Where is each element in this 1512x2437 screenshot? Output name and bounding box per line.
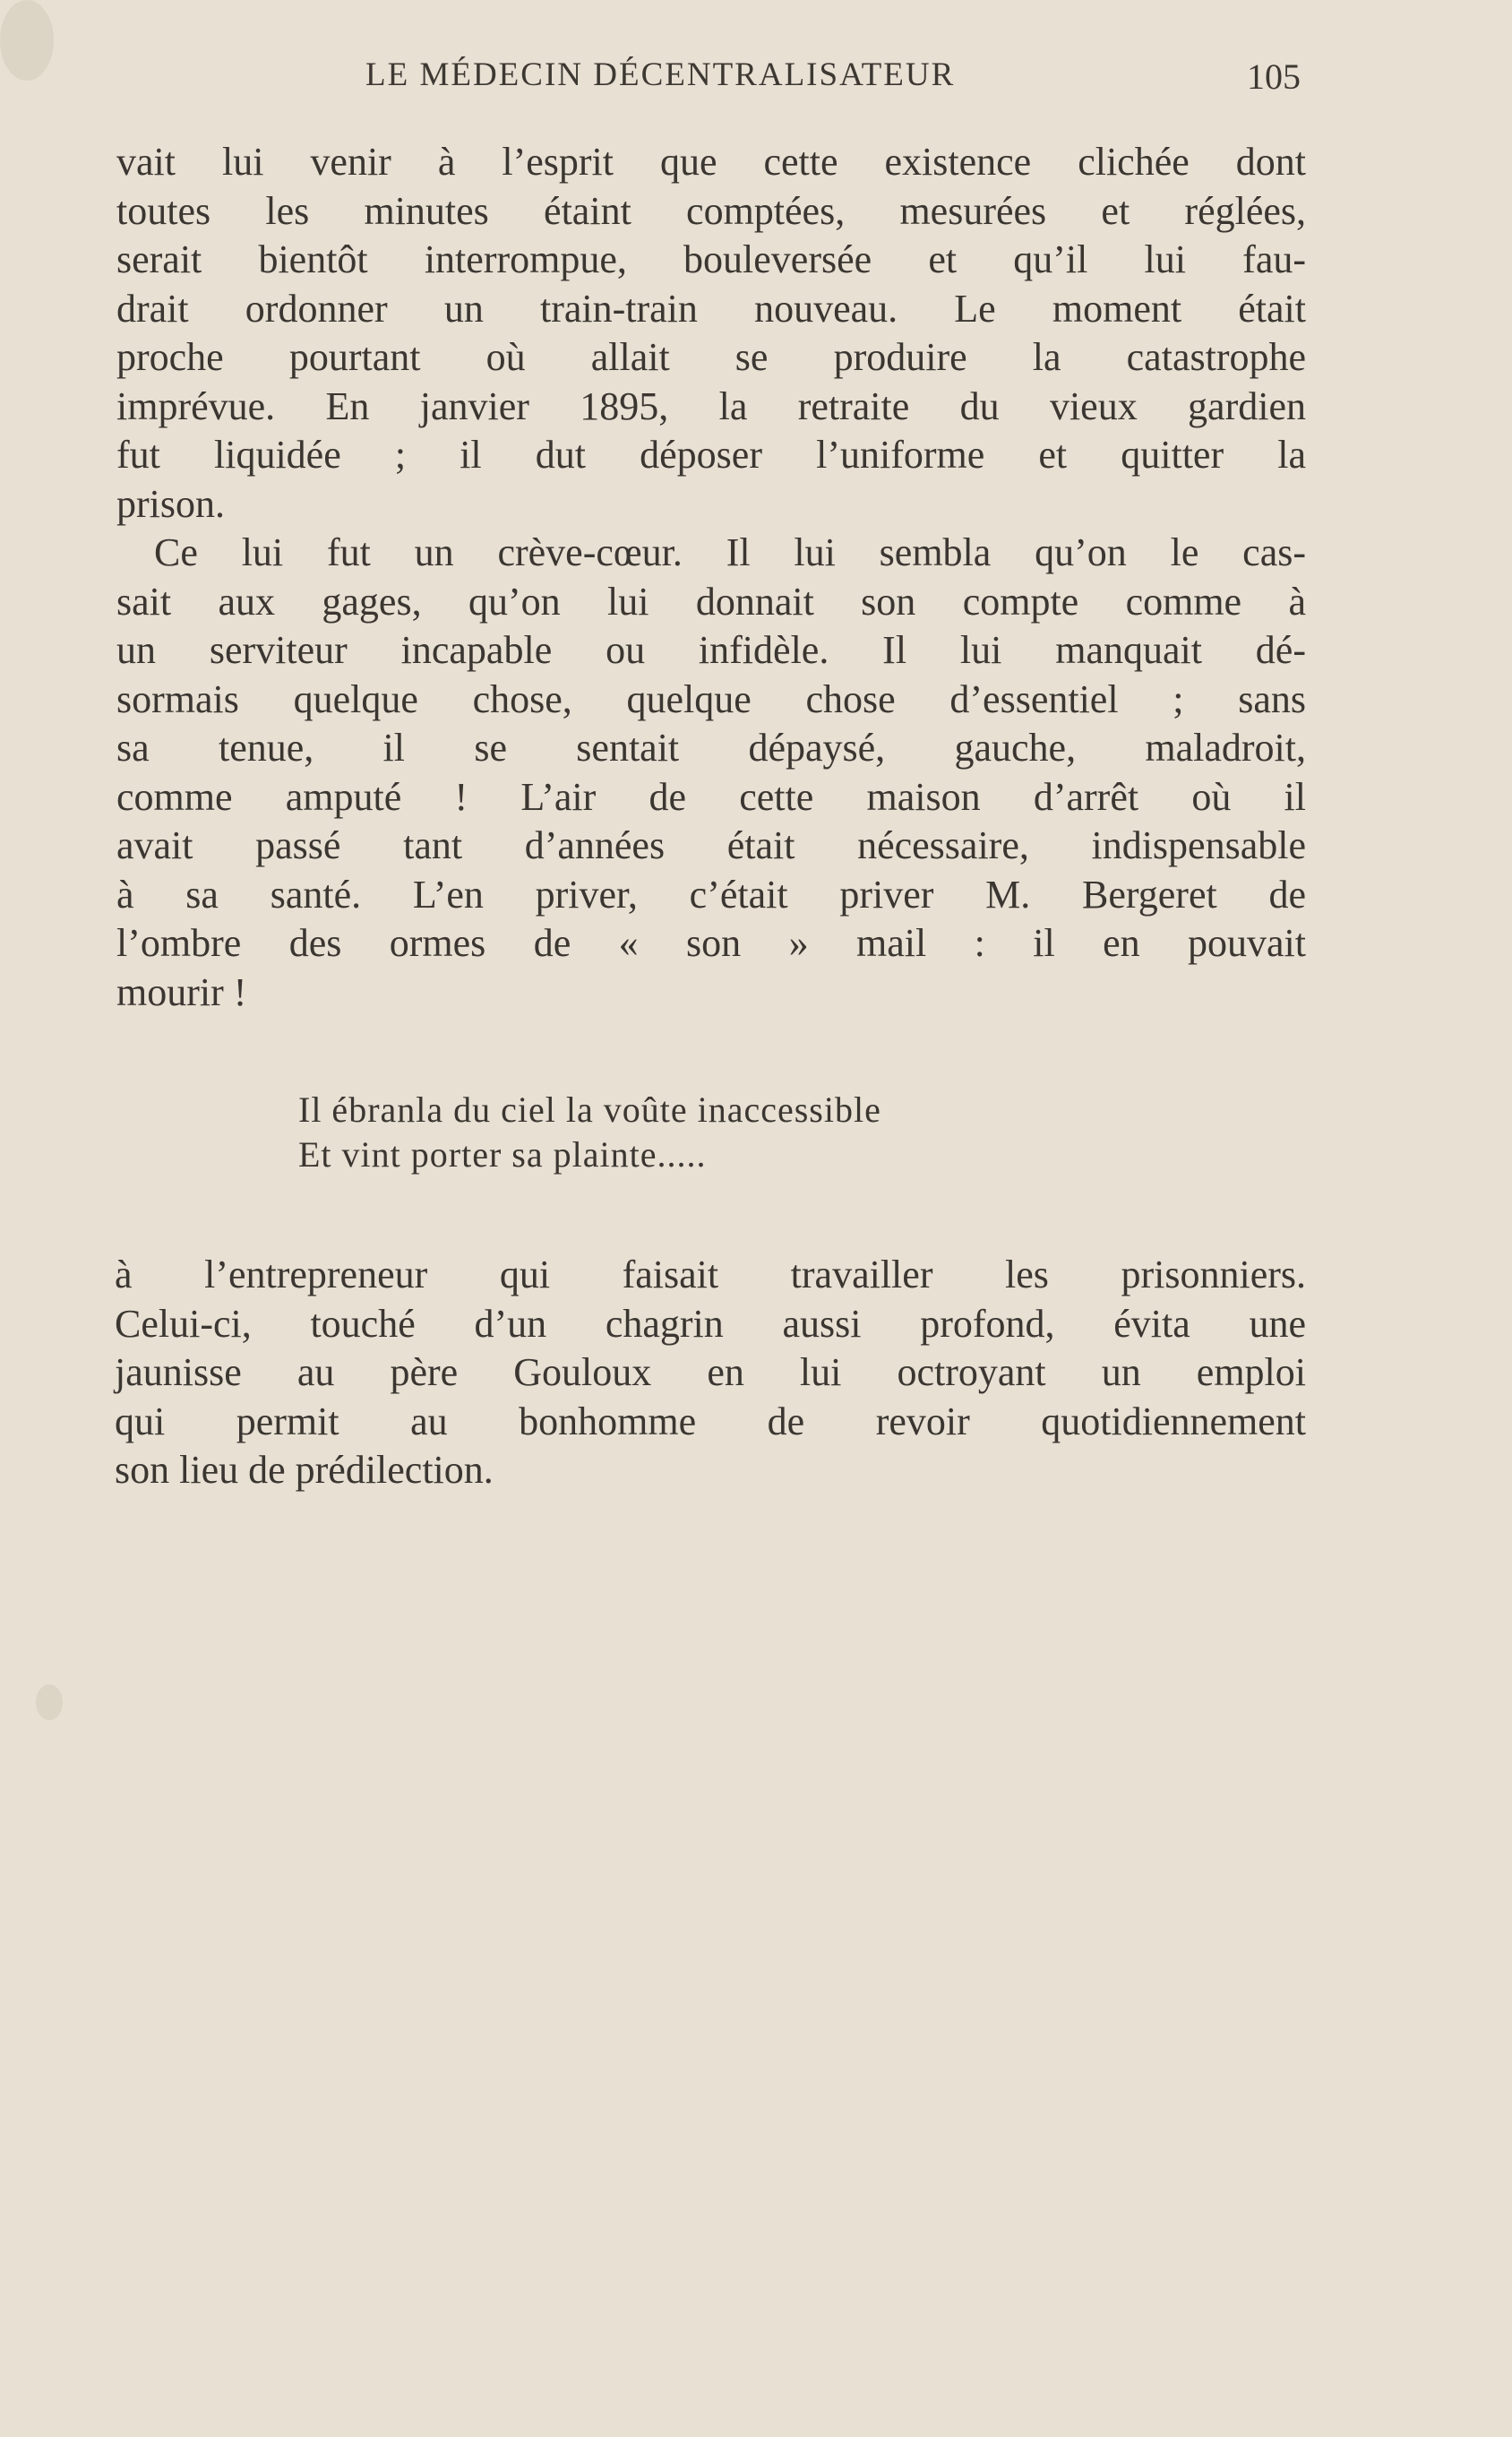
text-line: drait ordonner un train-train nouveau. Le moment était (116, 286, 1306, 331)
text-line: toutes les minutes étaint comptées, mesurées et réglées, (116, 188, 1306, 233)
text-line: à l’entrepreneur qui faisait travailler les prisonniers. (115, 1253, 1306, 1296)
text-line: avait passé tant d’années était nécessaire, indispensable (116, 823, 1306, 867)
main-text-block (116, 138, 1306, 1017)
text-line: sait aux gages, qu’on lui donnait son compte comme à (116, 579, 1306, 624)
verse-line: Et vint porter sa plainte..... (298, 1134, 707, 1175)
text-line: un serviteur incapable ou infidèle. Il lui manquait dé- (116, 628, 1306, 672)
page-header (0, 56, 1512, 100)
paragraph (116, 138, 1306, 529)
paper-stain (36, 1684, 63, 1720)
text-line: son lieu de prédilection. (115, 1448, 494, 1492)
text-line: proche pourtant où allait se produire la catastrophe (116, 335, 1306, 379)
running-title: LE MÉDECIN DÉCENTRALISATEUR (365, 56, 956, 93)
text-line: Ce lui fut un crève-cœur. Il lui sembla qu’on le cas- (154, 530, 1306, 574)
continuation-text-block (115, 1251, 1306, 1495)
text-line: fut liquidée ; il dut déposer l’uniforme et quitter la (116, 433, 1306, 477)
text-line: serait bientôt interrompue, bouleversée et qu’il lui fau- (116, 237, 1306, 281)
verse-line: Il ébranla du ciel la voûte inaccessible (298, 1089, 881, 1130)
text-line: sormais quelque chose, quelque chose d’essentiel ; sans (116, 676, 1306, 721)
text-line: imprévue. En janvier 1895, la retraite du vieux gardien (116, 383, 1306, 428)
text-line: jaunisse au père Gouloux en lui octroyant un emploi (115, 1350, 1306, 1394)
text-line: l’ombre des ormes de « son » mail : il en pouvait (116, 921, 1306, 965)
text-line: sa tenue, il se sentait dépaysé, gauche, maladroit, (116, 726, 1306, 770)
page-number: 105 (1247, 56, 1301, 97)
text-line: prison. (116, 481, 225, 526)
text-line: Celui-ci, touché d’un chagrin aussi profond, évita une (115, 1301, 1306, 1346)
text-line: vait lui venir à l’esprit que cette existence clichée dont (116, 140, 1306, 184)
text-line: comme amputé ! L’air de cette maison d’arrêt où il (116, 774, 1306, 819)
text-line: mourir ! (116, 969, 247, 1014)
text-line: à sa santé. L’en priver, c’était priver M. Bergeret de (116, 872, 1306, 917)
verse-quotation (298, 1088, 881, 1177)
text-line: qui permit au bonhomme de revoir quotidiennement (115, 1399, 1306, 1443)
paragraph (116, 529, 1306, 1017)
